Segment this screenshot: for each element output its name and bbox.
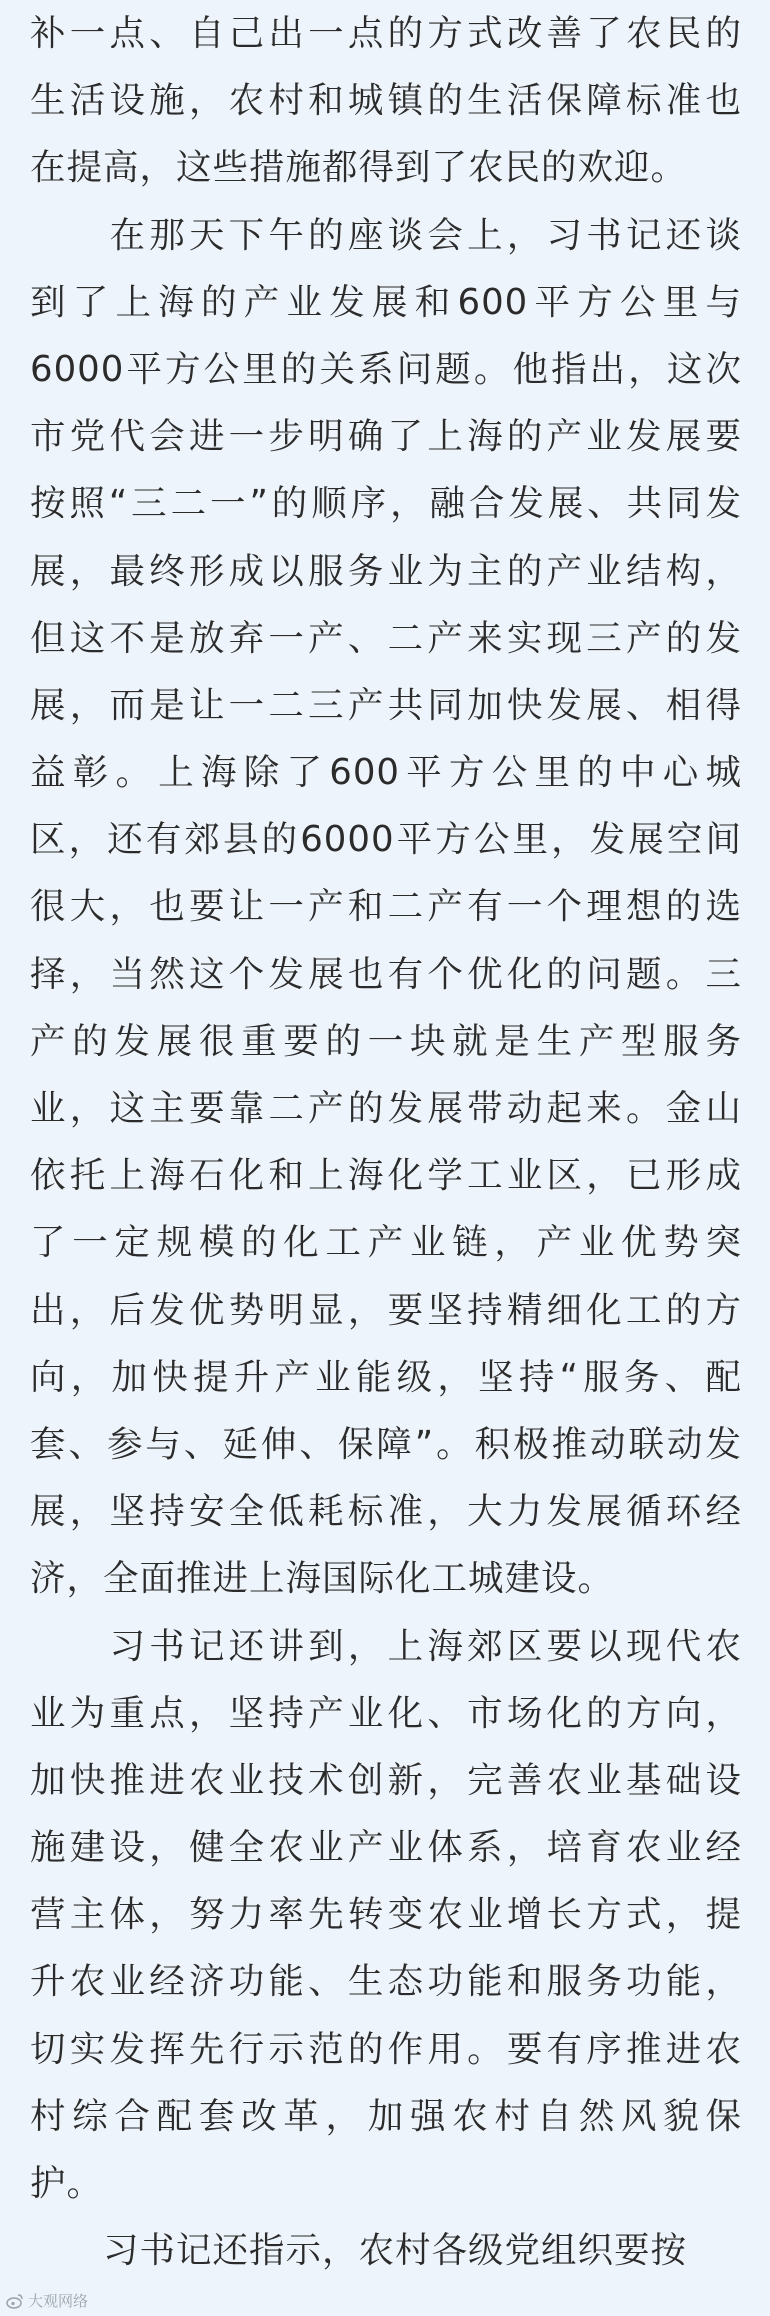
text-line: 区，还有郊县的6000平方公里，发展空间 [30, 819, 742, 861]
text-line: 套、参与、延伸、保障”。积极推动联动发 [30, 1423, 742, 1465]
article-body [30, 0, 742, 2284]
text-line: 到了上海的产业发展和600平方公里与 [30, 281, 742, 323]
watermark [6, 2290, 88, 2311]
text-line: 益彰。上海除了600平方公里的中心城 [30, 752, 742, 794]
text-line: 6000平方公里的关系问题。他指出，这次 [30, 348, 742, 390]
text-line: 补一点、自己出一点的方式改善了农民的 [30, 13, 742, 54]
text-line: 在那天下午的座谈会上，习书记还谈 [30, 214, 742, 256]
text-line: 习书记还指示，农村各级党组织要按 [30, 2230, 688, 2272]
text-line: 但这不是放弃一产、二产来实现三产的发 [30, 617, 742, 659]
text-line: 按照“三二一”的顺序，融合发展、共同发 [30, 483, 742, 525]
text-line: 业为重点，坚持产业化、市场化的方向， [30, 1692, 742, 1734]
text-line: 切实发挥先行示范的作用。要有序推进农 [30, 2028, 742, 2070]
text-line: 施建设，健全农业产业体系，培育农业经 [30, 1827, 742, 1869]
text-line: 生活设施，农村和城镇的生活保障标准也 [30, 80, 742, 122]
text-line: 升农业经济功能、生态功能和服务功能， [30, 1961, 742, 2003]
weibo-icon [6, 2293, 24, 2309]
text-line: 市党代会进一步明确了上海的产业发展要 [30, 416, 742, 458]
text-line: 加快推进农业技术创新，完善农业基础设 [30, 1759, 742, 1801]
text-line: 展，坚持安全低耗标准，大力发展循环经 [30, 1491, 742, 1533]
text-line: 产的发展很重要的一块就是生产型服务 [30, 1020, 742, 1062]
watermark-text: 大观网络 [28, 2292, 89, 2310]
text-line: 护。 [30, 2163, 104, 2204]
text-line: 展，最终形成以服务业为主的产业结构， [30, 550, 742, 592]
text-line: 营主体，努力率先转变农业增长方式，提 [30, 1894, 742, 1936]
text-line: 很大，也要让一产和二产有一个理想的选 [30, 886, 742, 928]
text-line: 习书记还讲到，上海郊区要以现代农 [30, 1625, 742, 1667]
text-line: 展，而是让一二三产共同加快发展、相得 [30, 684, 742, 726]
text-line: 依托上海石化和上海化学工业区，已形成 [30, 1155, 742, 1197]
text-line: 了一定规模的化工产业链，产业优势突 [30, 1222, 742, 1264]
text-line: 出，后发优势明显，要坚持精细化工的方 [30, 1289, 742, 1331]
text-line: 向，加快提升产业能级，坚持“服务、配 [30, 1356, 742, 1398]
text-line: 村综合配套改革，加强农村自然风貌保 [30, 2095, 742, 2137]
text-line: 济，全面推进上海国际化工城建设。 [30, 1558, 615, 1600]
text-line: 在提高，这些措施都得到了农民的欢迎。 [30, 147, 688, 189]
text-line: 择，当然这个发展也有个优化的问题。三 [30, 953, 742, 995]
text-line: 业，这主要靠二产的发展带动起来。金山 [30, 1088, 742, 1129]
